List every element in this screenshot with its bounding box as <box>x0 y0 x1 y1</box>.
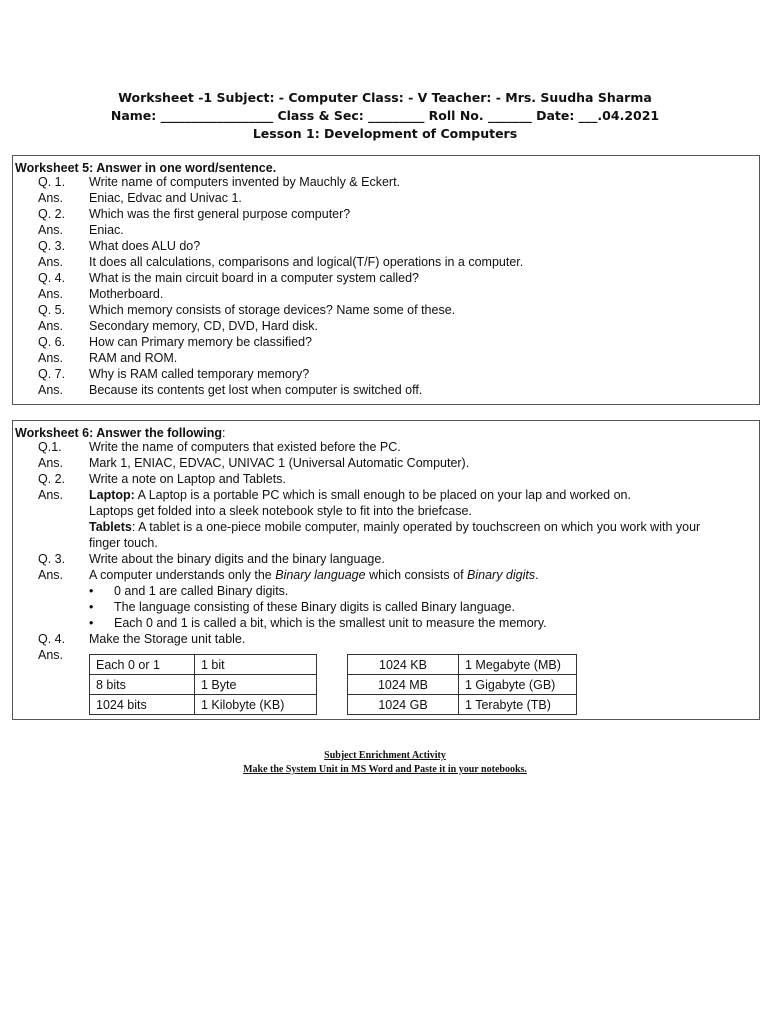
answer-row: Ans. Secondary memory, CD, DVD, Hard disk. <box>38 319 318 333</box>
student-info-line: Name: __________________ Class & Sec: _________ Roll No. _______ Date: ___.04.2021 <box>110 108 660 123</box>
question-1: Q.1. Write the name of computers that existed before the PC. <box>38 440 401 454</box>
answer-4-label: Ans. <box>38 648 64 662</box>
enrichment-heading: Subject Enrichment Activity <box>324 750 446 761</box>
bullet-item: • 0 and 1 are called Binary digits. <box>89 584 289 598</box>
answer-row: Ans. Eniac, Edvac and Univac 1. <box>38 191 242 205</box>
answer-2-laptop: Ans. Laptop: A Laptop is a portable PC which is small enough to be placed on your lap and worked on. <box>38 488 631 502</box>
storage-table-right <box>347 654 577 715</box>
answer-2-tablet-cont: finger touch. <box>89 536 158 550</box>
worksheet-6-box <box>12 420 760 720</box>
enrichment-instruction: Make the System Unit in MS Word and Paste it in your notebooks. <box>243 764 527 775</box>
table-row: 1024 GB 1 Terabyte (TB) <box>348 695 577 715</box>
bullet-icon: • <box>89 584 94 598</box>
answer-2-laptop-cont: Laptops get folded into a sleek notebook style to fit into the briefcase. <box>89 504 472 518</box>
question-4: Q. 4. Make the Storage unit table. <box>38 632 246 646</box>
table-row: 8 bits 1 Byte <box>90 675 317 695</box>
answer-row: Ans. Motherboard. <box>38 287 164 301</box>
bullet-item: • The language consisting of these Binary digits is called Binary language. <box>89 600 515 614</box>
storage-table-left <box>89 654 317 715</box>
question-row: Q. 7. Why is RAM called temporary memory? <box>38 367 310 381</box>
answer-row: Ans. Eniac. <box>38 223 124 237</box>
table-row: 1024 MB 1 Gigabyte (GB) <box>348 675 577 695</box>
bullet-item: • Each 0 and 1 is called a bit, which is the smallest unit to measure the memory. <box>89 616 547 630</box>
table-row: Each 0 or 1 1 bit <box>90 655 317 675</box>
question-row: Q. 3. What does ALU do? <box>38 239 201 253</box>
question-3: Q. 3. Write about the binary digits and the binary language. <box>38 552 385 566</box>
table-row: 1024 bits 1 Kilobyte (KB) <box>90 695 317 715</box>
worksheet-header-line: Worksheet -1 Subject: - Computer Class: - V Teacher: - Mrs. Suudha Sharma <box>118 90 652 105</box>
question-row: Q. 2. Which was the first general purpose computer? <box>38 207 351 221</box>
answer-3: Ans. A computer understands only the Binary language which consists of Binary digits. <box>38 568 539 582</box>
worksheet-5-title: Worksheet 5: Answer in one word/sentence. <box>15 161 277 175</box>
question-row: Q. 5. Which memory consists of storage devices? Name some of these. <box>38 303 456 317</box>
answer-2-tablet: Tablets: A tablet is a one-piece mobile computer, mainly operated by touchscreen on which you work with your <box>89 520 701 534</box>
question-2: Q. 2. Write a note on Laptop and Tablets. <box>38 472 286 486</box>
question-row: Q. 6. How can Primary memory be classified? <box>38 335 312 349</box>
table-row: 1024 KB 1 Megabyte (MB) <box>348 655 577 675</box>
answer-1: Ans. Mark 1, ENIAC, EDVAC, UNIVAC 1 (Universal Automatic Computer). <box>38 456 470 470</box>
worksheet-5-box <box>12 155 760 405</box>
bullet-icon: • <box>89 616 94 630</box>
bullet-icon: • <box>89 600 94 614</box>
question-row: Q. 1. Write name of computers invented by Mauchly & Eckert. <box>38 175 401 189</box>
worksheet-6-title: Worksheet 6: Answer the following: <box>15 426 226 440</box>
lesson-title: Lesson 1: Development of Computers <box>252 126 518 141</box>
answer-row: Ans. Because its contents get lost when computer is switched off. <box>38 383 423 397</box>
question-row: Q. 4. What is the main circuit board in a computer system called? <box>38 271 419 285</box>
answer-row: Ans. It does all calculations, comparisons and logical(T/F) operations in a computer. <box>38 255 524 269</box>
answer-row: Ans. RAM and ROM. <box>38 351 178 365</box>
